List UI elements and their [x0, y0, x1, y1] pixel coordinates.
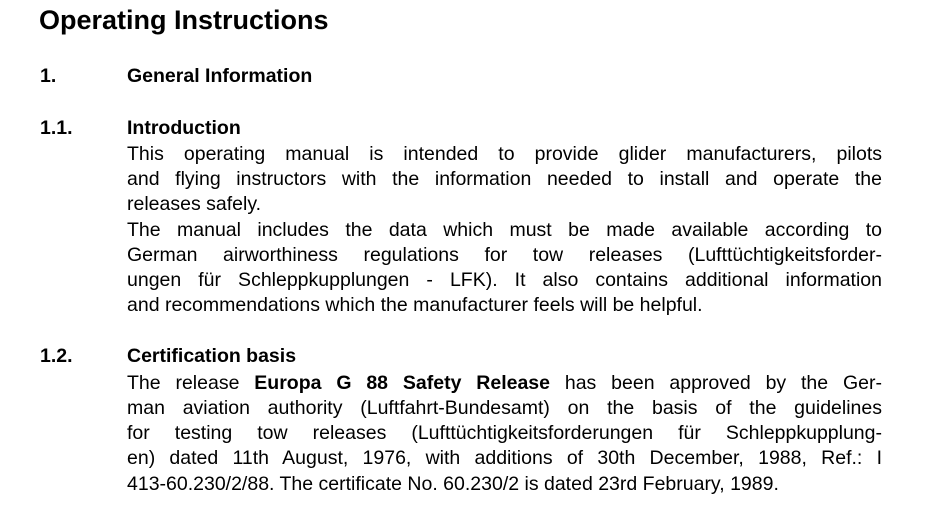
- cert-line-1-suffix: has been approved by the Ger-: [550, 372, 882, 394]
- section-1-1-heading: Introduction: [127, 117, 241, 139]
- intro-line-7: and recommendations which the manufacturer feels will be helpful.: [127, 294, 703, 316]
- cert-line-3: for testing tow releases (Lufttüchtigkeitsforderungen für Schleppkupplung-: [127, 422, 882, 444]
- page-title: Operating Instructions: [39, 5, 329, 35]
- section-1-number: 1.: [40, 65, 57, 87]
- section-1-heading: General Information: [127, 65, 313, 87]
- section-1-1-number: 1.1.: [40, 117, 73, 139]
- cert-line-1: [127, 371, 882, 396]
- intro-line-3: releases safely.: [127, 193, 262, 215]
- intro-line-4: The manual includes the data which must be made available according to: [127, 219, 882, 241]
- cert-line-1-prefix: The release: [127, 372, 255, 394]
- intro-line-2: and flying instructors with the information needed to install and operate the: [127, 168, 882, 190]
- release-product-name: Europa G 88 Safety Release: [254, 372, 550, 394]
- section-1-2-heading: Certification basis: [127, 345, 297, 367]
- section-1-2-number: 1.2.: [40, 345, 73, 367]
- cert-line-2: man aviation authority (Luftfahrt-Bundesamt) on the basis of the guidelines: [127, 397, 882, 419]
- cert-line-5: 413-60.230/2/88. The certificate No. 60.230/2 is dated 23rd February, 1989.: [127, 473, 779, 495]
- intro-line-5: German airworthiness regulations for tow releases (Lufttüchtigkeitsforder-: [127, 244, 882, 266]
- intro-line-6: ungen für Schleppkupplungen - LFK). It also contains additional information: [127, 269, 882, 291]
- cert-line-4: en) dated 11th August, 1976, with additions of 30th December, 1988, Ref.: I: [127, 447, 882, 469]
- intro-line-1: This operating manual is intended to provide glider manufacturers, pilots: [127, 143, 882, 165]
